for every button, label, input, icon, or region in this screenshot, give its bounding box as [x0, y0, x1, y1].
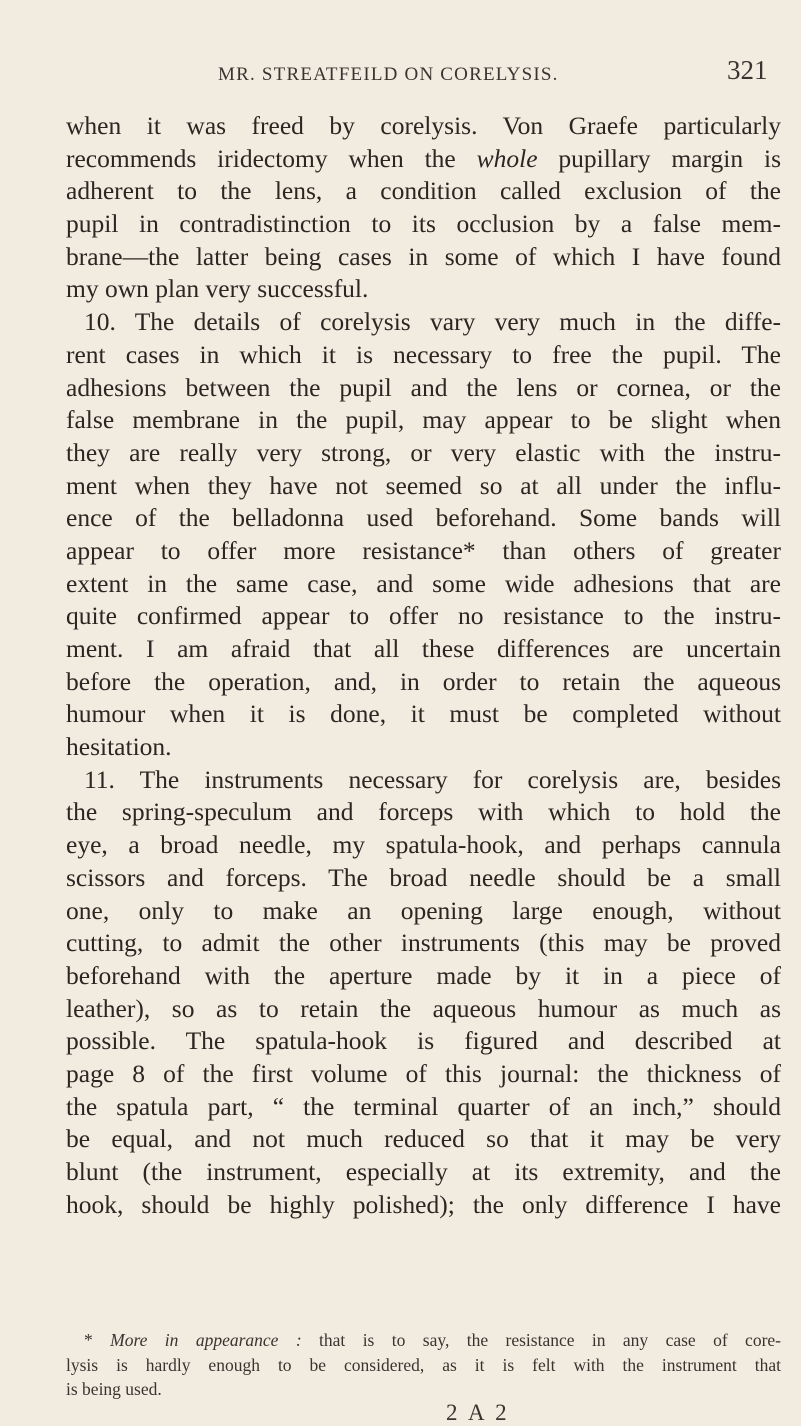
text-line: brane—the latter being cases in some of which I have found	[66, 241, 781, 271]
text-line: one, only to make an opening large enough, without	[66, 895, 781, 925]
text-line: eye, a broad needle, my spatula-hook, and perhaps cannula	[66, 830, 781, 860]
page-number: 321	[727, 55, 768, 85]
text-line: ment. I am afraid that all these differences are uncertain	[66, 634, 781, 663]
text-line: when it was freed by corelysis. Von Graefe particularly	[66, 111, 781, 140]
text-line: ment when they have not seemed so at all under the influ-	[66, 470, 781, 500]
text-line: quite confirmed appear to offer no resistance to the instru-	[66, 601, 781, 631]
text-line: hesitation.	[66, 732, 172, 762]
text-line: humour when it is done, it must be completed without	[66, 699, 781, 729]
text-fragment: recommends iridectomy when the	[66, 143, 477, 173]
text-line: before the operation, and, in order to retain the aqueous	[66, 666, 781, 696]
paragraph-start: 10. The details of corelysis vary very much in the diffe-	[84, 307, 781, 337]
text-line: beforehand with the aperture made by it in a piece of	[66, 960, 781, 990]
footnote-marker: *	[84, 1330, 111, 1350]
text-line: blunt (the instrument, especially at its extremity, and the	[66, 1157, 781, 1186]
text-line	[66, 143, 781, 176]
footnote-line: lysis is hardly enough to be considered, as it is felt with the instrument that	[66, 1354, 781, 1375]
text-line: be equal, and not much reduced so that it may be very	[66, 1124, 781, 1154]
footnote-italic-lead: More in appearance :	[110, 1330, 302, 1350]
text-line: the spatula part, “ the terminal quarter of an inch,” should	[66, 1091, 781, 1121]
running-head: MR. STREATFEILD ON CORELYSIS.	[218, 64, 559, 85]
paragraph-start: 11. The instruments necessary for corelysis are, besides	[84, 764, 781, 794]
text-line: extent in the same case, and some wide adhesions that are	[66, 568, 781, 598]
text-line: ence of the belladonna used beforehand. Some bands will	[66, 503, 781, 533]
page-header	[0, 52, 801, 92]
text-line: false membrane in the pupil, may appear to be slight when	[66, 405, 781, 435]
text-line: my own plan very successful.	[66, 274, 369, 304]
text-line: adhesions between the pupil and the lens or cornea, or the	[66, 372, 781, 402]
text-line: scissors and forceps. The broad needle should be a small	[66, 862, 781, 892]
signature-mark: 2 A 2	[446, 1400, 510, 1425]
text-line: hook, should be highly polished); the only difference I have	[66, 1189, 781, 1219]
footnote-line: is being used.	[66, 1379, 162, 1399]
italic-word: whole	[476, 143, 538, 173]
text-line: pupil in contradistinction to its occlusion by a false mem-	[66, 209, 781, 239]
text-line: cutting, to admit the other instruments (this may be proved	[66, 928, 781, 958]
text-line: page 8 of the first volume of this journal: the thickness of	[66, 1058, 781, 1088]
text-line: appear to offer more resistance* than others of greater	[66, 535, 781, 565]
text-line: they are really very strong, or very elastic with the instru-	[66, 437, 781, 467]
text-line: the spring-speculum and forceps with which to hold the	[66, 797, 781, 827]
text-line: adherent to the lens, a condition called exclusion of the	[66, 176, 781, 206]
body-text	[66, 110, 781, 1221]
text-line: leather), so as to retain the aqueous humour as much as	[66, 993, 781, 1023]
footnote	[66, 1328, 781, 1402]
text-line: possible. The spatula-hook is figured and described at	[66, 1026, 781, 1056]
footnote-line	[66, 1328, 781, 1353]
footnote-text: that is to say, the resistance in any case of core-	[301, 1330, 781, 1350]
text-fragment: pupillary margin is	[537, 143, 781, 173]
text-line: rent cases in which it is necessary to free the pupil. The	[66, 339, 781, 369]
